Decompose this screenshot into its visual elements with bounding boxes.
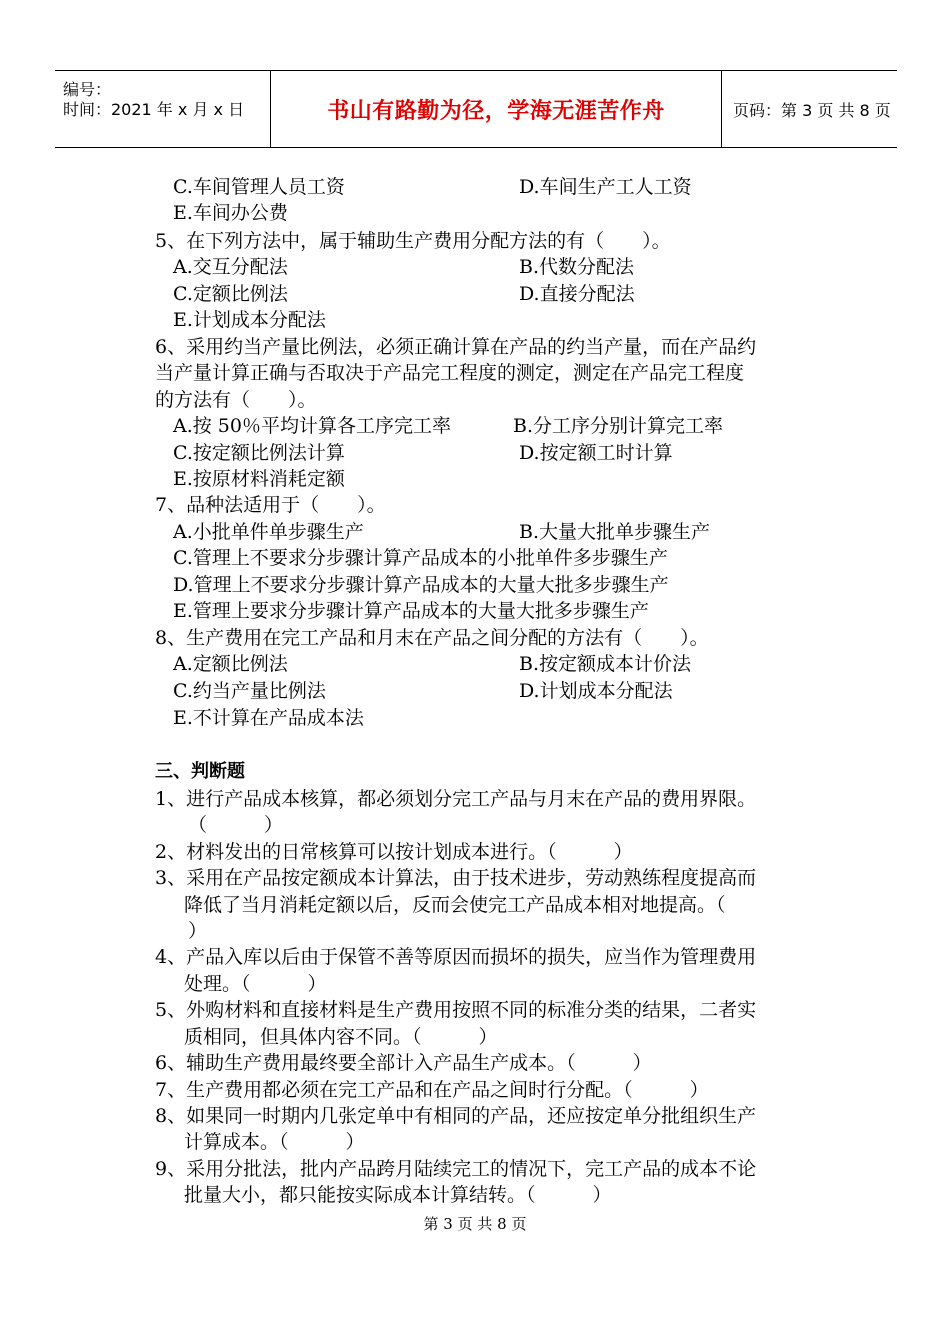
q6-option-e: E.按原材料消耗定额 (173, 468, 345, 490)
q8-option-b: B.按定额成本计价法 (519, 653, 692, 675)
q4-option-e: E.车间办公费 (173, 202, 288, 224)
judge-3-line1: 3、采用在产品按定额成本计算法，由于技术进步，劳动熟练程度提高而 (155, 867, 757, 889)
header-meta (55, 71, 270, 147)
q8-option-a: A.定额比例法 (173, 653, 288, 675)
judge-9-line2: 批量大小，都只能按实际成本计算结转。（ ） (184, 1184, 612, 1206)
header-page-label: 页码：第 3 页 共 8 页 (733, 100, 891, 120)
q5-option-b: B.代数分配法 (519, 256, 635, 278)
q5-stem: 5、在下列方法中，属于辅助生产费用分配方法的有（ ）。 (155, 230, 671, 252)
page-footer: 第 3 页 共 8 页 (423, 1215, 527, 1233)
q5-option-d: D.直接分配法 (519, 283, 635, 305)
judge-7: 7、生产费用都必须在完工产品和在产品之间时行分配。（ ） (155, 1079, 709, 1101)
q7-option-e: E.管理上要求分步骤计算产品成本的大量大批多步骤生产 (173, 600, 649, 622)
q6-stem-line3: 的方法有（ ）。 (155, 389, 317, 411)
q7-option-a: A.小批单件单步骤生产 (173, 521, 364, 543)
judge-3-line3: ） (188, 920, 208, 942)
time-label: 时间：2021 年 x 月 x 日 (63, 100, 245, 119)
q6-option-a: A.按 50％平均计算各工序完工率 (173, 415, 451, 437)
judge-5-line2: 质相同，但具体内容不同。（ ） (184, 1026, 498, 1048)
q7-option-d: D.管理上不要求分步骤计算产品成本的大量大批多步骤生产 (173, 574, 669, 596)
judge-9-line1: 9、采用分批法，批内产品跨月陆续完工的情况下，完工产品的成本不论 (155, 1158, 757, 1180)
page-header (55, 70, 897, 148)
judge-3-line2: 降低了当月消耗定额以后，反而会使完工产品成本相对地提高。（ (184, 894, 726, 916)
q5-option-e: E.计划成本分配法 (173, 309, 326, 331)
q7-option-c: C.管理上不要求分步骤计算产品成本的小批单件多步骤生产 (173, 547, 668, 569)
q8-stem: 8、生产费用在完工产品和月末在产品之间分配的方法有（ ）。 (155, 627, 709, 649)
q6-stem-line2: 当产量计算正确与否取决于产品完工程度的测定，测定在产品完工程度 (155, 362, 745, 384)
judge-4-line2: 处理。（ ） (184, 973, 327, 995)
section-3-title: 三、判断题 (155, 761, 245, 782)
q4-option-d: D.车间生产工人工资 (519, 176, 692, 198)
q5-option-a: A.交互分配法 (173, 256, 288, 278)
q4-option-c: C.车间管理人员工资 (173, 176, 345, 198)
judge-5-line1: 5、外购材料和直接材料是生产费用按照不同的标准分类的结果，二者实 (155, 999, 757, 1021)
number-label: 编号： (63, 80, 112, 99)
judge-8-line1: 8、如果同一时期内几张定单中有相同的产品，还应按定单分批组织生产 (155, 1105, 757, 1127)
q6-option-b: B.分工序分别计算完工率 (513, 415, 724, 437)
q8-option-c: C.约当产量比例法 (173, 680, 326, 702)
q7-option-b: B.大量大批单步骤生产 (519, 521, 711, 543)
judge-4-line1: 4、产品入库以后由于保管不善等原因而损坏的损失，应当作为管理费用 (155, 946, 757, 968)
q6-option-c: C.按定额比例法计算 (173, 442, 345, 464)
judge-6: 6、辅助生产费用最终要全部计入产品生产成本。（ ） (155, 1052, 652, 1074)
q5-option-c: C.定额比例法 (173, 283, 288, 305)
judge-1-line1: 1、进行产品成本核算，都必须划分完工产品与月末在产品的费用界限。 (155, 788, 757, 810)
judge-8-line2: 计算成本。（ ） (184, 1131, 365, 1153)
header-motto: 书山有路勤为径，学海无涯苦作舟 (270, 71, 722, 147)
q7-stem: 7、品种法适用于（ ）。 (155, 494, 386, 516)
judge-1-line2: （ ） (188, 814, 284, 836)
q6-option-d: D.按定额工时计算 (519, 442, 673, 464)
q8-option-e: E.不计算在产品成本法 (173, 707, 364, 729)
q6-stem-line1: 6、采用约当产量比例法，必须正确计算在产品的约当产量，而在产品约 (155, 336, 757, 358)
judge-2: 2、材料发出的日常核算可以按计划成本进行。（ ） (155, 841, 633, 863)
q8-option-d: D.计划成本分配法 (519, 680, 673, 702)
